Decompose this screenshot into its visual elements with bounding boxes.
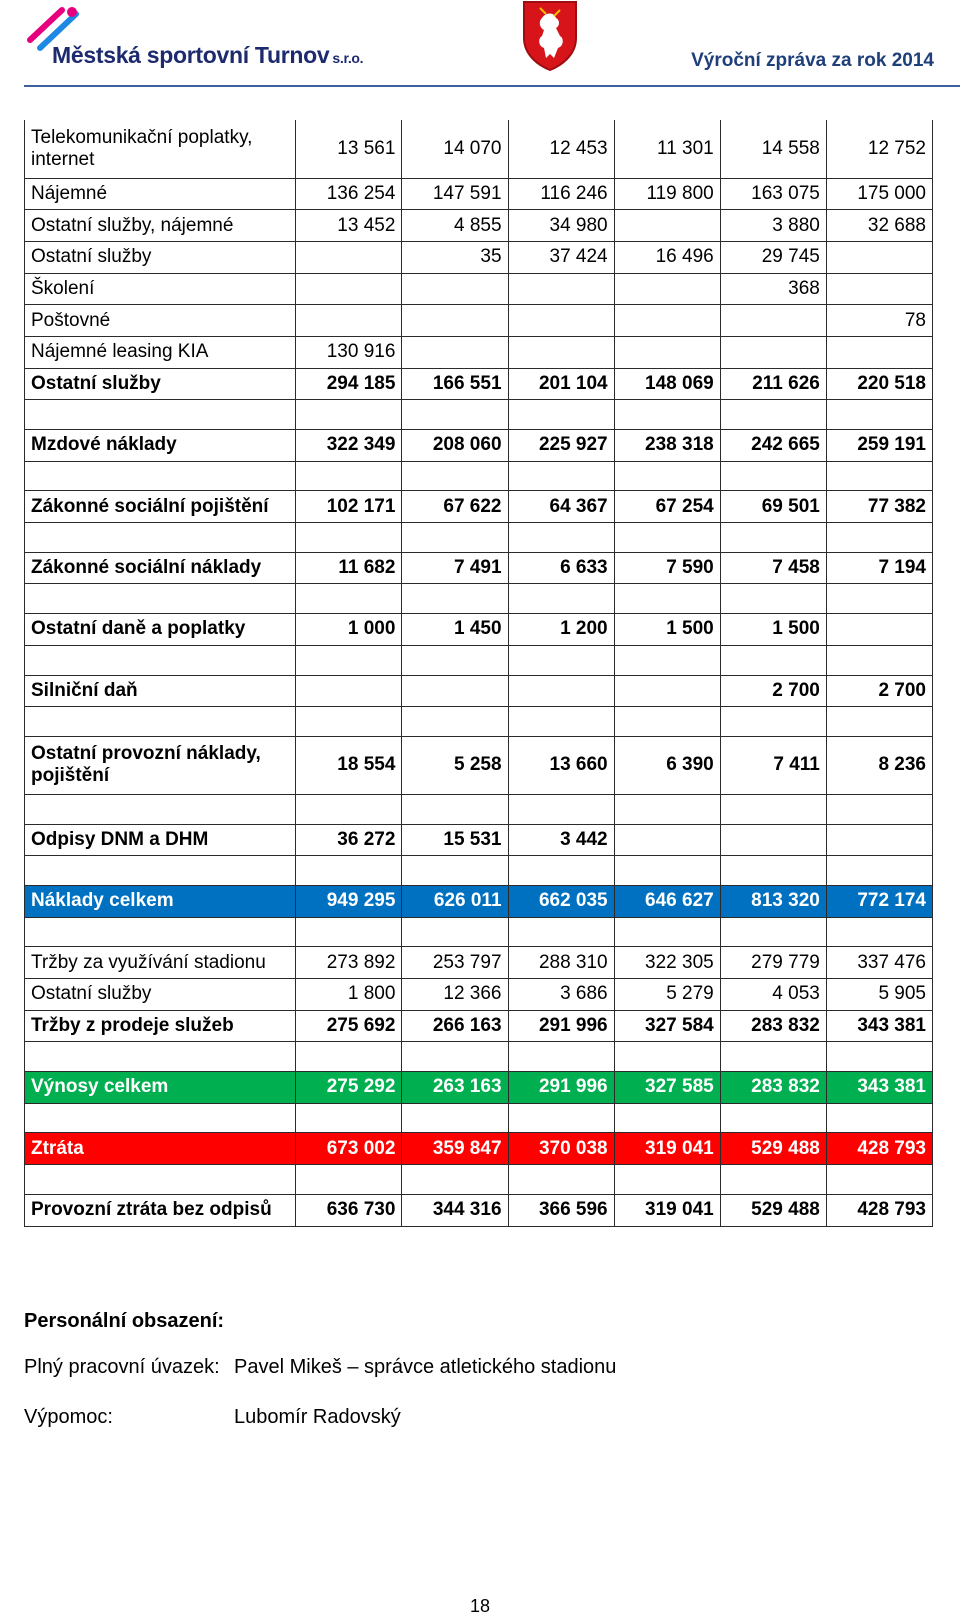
cell: 211 626 — [720, 368, 826, 400]
row-label: Náklady celkem — [25, 885, 296, 917]
cell — [720, 305, 826, 337]
cell: 238 318 — [614, 430, 720, 462]
cell: 1 800 — [296, 979, 402, 1011]
cell: 327 584 — [614, 1010, 720, 1042]
cell: 3 442 — [508, 824, 614, 856]
row-label: Nájemné — [25, 178, 296, 210]
cell — [614, 305, 720, 337]
cell: 636 730 — [296, 1194, 402, 1226]
cell: 283 832 — [720, 1010, 826, 1042]
cell — [826, 614, 932, 646]
cell: 64 367 — [508, 491, 614, 523]
cell: 7 491 — [402, 552, 508, 584]
cell: 337 476 — [826, 947, 932, 979]
cell: 291 996 — [508, 1010, 614, 1042]
cell: 275 292 — [296, 1072, 402, 1104]
cell: 5 905 — [826, 979, 932, 1011]
cell: 294 185 — [296, 368, 402, 400]
cell: 319 041 — [614, 1133, 720, 1165]
cell — [826, 824, 932, 856]
cell — [614, 675, 720, 707]
total-revenue-row — [25, 1072, 933, 1104]
cell: 529 488 — [720, 1194, 826, 1226]
table-row — [25, 178, 933, 210]
table-row — [25, 491, 933, 523]
cell: 322 305 — [614, 947, 720, 979]
cell: 1 450 — [402, 614, 508, 646]
table-row — [25, 430, 933, 462]
cell — [402, 305, 508, 337]
cell: 319 041 — [614, 1194, 720, 1226]
row-label: Nájemné leasing KIA — [25, 336, 296, 368]
cell: 29 745 — [720, 241, 826, 273]
cell: 7 590 — [614, 552, 720, 584]
cell: 343 381 — [826, 1010, 932, 1042]
cell: 275 692 — [296, 1010, 402, 1042]
cell: 3 686 — [508, 979, 614, 1011]
cell — [508, 305, 614, 337]
table-row — [25, 736, 933, 794]
cell: 288 310 — [508, 947, 614, 979]
cell: 175 000 — [826, 178, 932, 210]
row-label: Odpisy DNM a DHM — [25, 824, 296, 856]
cell: 813 320 — [720, 885, 826, 917]
cell — [508, 675, 614, 707]
cell: 130 916 — [296, 336, 402, 368]
cell: 772 174 — [826, 885, 932, 917]
cell: 259 191 — [826, 430, 932, 462]
cell: 253 797 — [402, 947, 508, 979]
cell: 4 053 — [720, 979, 826, 1011]
row-label: Provozní ztráta bez odpisů — [25, 1194, 296, 1226]
cell: 67 254 — [614, 491, 720, 523]
cell: 18 554 — [296, 736, 402, 794]
cell: 1 200 — [508, 614, 614, 646]
table-row — [25, 1010, 933, 1042]
cell: 283 832 — [720, 1072, 826, 1104]
cell: 147 591 — [402, 178, 508, 210]
row-label: Ostatní služby — [25, 979, 296, 1011]
cell — [508, 336, 614, 368]
table-row — [25, 305, 933, 337]
cell — [826, 336, 932, 368]
cell: 428 793 — [826, 1133, 932, 1165]
cell: 1 500 — [614, 614, 720, 646]
cell: 78 — [826, 305, 932, 337]
cell: 163 075 — [720, 178, 826, 210]
cell: 35 — [402, 241, 508, 273]
cell: 263 163 — [402, 1072, 508, 1104]
cell — [296, 273, 402, 305]
cell — [296, 675, 402, 707]
cell — [614, 824, 720, 856]
table-row — [25, 552, 933, 584]
cell: 2 700 — [826, 675, 932, 707]
header-divider — [24, 85, 960, 87]
row-label: Ostatní provozní náklady, pojištění — [25, 736, 296, 794]
cell: 11 301 — [614, 120, 720, 178]
cell: 69 501 — [720, 491, 826, 523]
row-label: Zákonné sociální náklady — [25, 552, 296, 584]
table-row — [25, 979, 933, 1011]
spacer-row — [25, 856, 933, 886]
cell: 428 793 — [826, 1194, 932, 1226]
cell: 370 038 — [508, 1133, 614, 1165]
row-label: Výnosy celkem — [25, 1072, 296, 1104]
cell: 291 996 — [508, 1072, 614, 1104]
cell: 344 316 — [402, 1194, 508, 1226]
spacer-row — [25, 1042, 933, 1072]
cell — [720, 824, 826, 856]
table-row — [25, 824, 933, 856]
operating-loss-row — [25, 1194, 933, 1226]
cell: 67 622 — [402, 491, 508, 523]
company-logo — [24, 4, 424, 70]
table-row — [25, 614, 933, 646]
cell: 366 596 — [508, 1194, 614, 1226]
cell — [402, 273, 508, 305]
cell: 15 531 — [402, 824, 508, 856]
cell: 102 171 — [296, 491, 402, 523]
cell: 279 779 — [720, 947, 826, 979]
cell: 7 194 — [826, 552, 932, 584]
spacer-row — [25, 523, 933, 553]
cell: 673 002 — [296, 1133, 402, 1165]
cell: 119 800 — [614, 178, 720, 210]
cell — [508, 273, 614, 305]
cell: 368 — [720, 273, 826, 305]
cell: 2 700 — [720, 675, 826, 707]
cell: 16 496 — [614, 241, 720, 273]
spacer-row — [25, 400, 933, 430]
spacer-row — [25, 917, 933, 947]
cell: 225 927 — [508, 430, 614, 462]
row-label: Ostatní služby, nájemné — [25, 210, 296, 242]
cell: 13 660 — [508, 736, 614, 794]
page-number: 18 — [469, 1596, 491, 1616]
row-label: Mzdové náklady — [25, 430, 296, 462]
spacer-row — [25, 461, 933, 491]
cell: 220 518 — [826, 368, 932, 400]
page-header — [24, 0, 960, 90]
cell — [296, 305, 402, 337]
cell — [402, 675, 508, 707]
cell: 359 847 — [402, 1133, 508, 1165]
cell — [296, 241, 402, 273]
row-label: Ostatní daně a poplatky — [25, 614, 296, 646]
cell: 14 558 — [720, 120, 826, 178]
row-label: Ostatní služby — [25, 241, 296, 273]
spacer-row — [25, 1165, 933, 1195]
spacer-row — [25, 645, 933, 675]
cell: 242 665 — [720, 430, 826, 462]
row-label: Telekomunikační poplatky, internet — [25, 120, 296, 178]
cell — [614, 210, 720, 242]
cell: 13 561 — [296, 120, 402, 178]
cell — [402, 336, 508, 368]
cell: 136 254 — [296, 178, 402, 210]
financial-table — [24, 120, 933, 1227]
spacer-row — [25, 794, 933, 824]
logo-name: Městská sportovní Turnov — [52, 42, 330, 68]
cell: 148 069 — [614, 368, 720, 400]
table-row — [25, 241, 933, 273]
cell: 1 000 — [296, 614, 402, 646]
cell: 13 452 — [296, 210, 402, 242]
cell: 36 272 — [296, 824, 402, 856]
cell: 11 682 — [296, 552, 402, 584]
row-label: Ostatní služby — [25, 368, 296, 400]
cell: 12 453 — [508, 120, 614, 178]
table-row — [25, 675, 933, 707]
cell: 7 458 — [720, 552, 826, 584]
spacer-row — [25, 707, 933, 737]
cell: 327 585 — [614, 1072, 720, 1104]
table-row — [25, 947, 933, 979]
row-label: Ztráta — [25, 1133, 296, 1165]
table-row — [25, 273, 933, 305]
row-label: Silniční daň — [25, 675, 296, 707]
cell: 949 295 — [296, 885, 402, 917]
cell: 662 035 — [508, 885, 614, 917]
cell: 626 011 — [402, 885, 508, 917]
cell: 5 279 — [614, 979, 720, 1011]
cell: 5 258 — [402, 736, 508, 794]
spacer-row — [25, 1103, 933, 1133]
cell — [614, 336, 720, 368]
row-label: Zákonné sociální pojištění — [25, 491, 296, 523]
row-label: Školení — [25, 273, 296, 305]
full-time-value: Pavel Mikeš – správce atletického stadionu — [234, 1356, 617, 1378]
logo-suffix: s.r.o. — [332, 50, 364, 66]
cell — [826, 241, 932, 273]
cell: 529 488 — [720, 1133, 826, 1165]
cell: 116 246 — [508, 178, 614, 210]
helper-label: Výpomoc: — [24, 1406, 113, 1428]
cell: 12 752 — [826, 120, 932, 178]
cell: 32 688 — [826, 210, 932, 242]
cell: 37 424 — [508, 241, 614, 273]
cell — [614, 273, 720, 305]
loss-row — [25, 1133, 933, 1165]
cell: 1 500 — [720, 614, 826, 646]
row-label: Tržby za využívání stadionu — [25, 947, 296, 979]
table-row — [25, 368, 933, 400]
helper-value: Lubomír Radovský — [234, 1406, 401, 1428]
cell: 266 163 — [402, 1010, 508, 1042]
cell: 322 349 — [296, 430, 402, 462]
table-row — [25, 336, 933, 368]
row-label: Poštovné — [25, 305, 296, 337]
report-title: Výroční zpráva za rok 2014 — [691, 50, 934, 71]
cell: 343 381 — [826, 1072, 932, 1104]
cell: 3 880 — [720, 210, 826, 242]
table-row — [25, 210, 933, 242]
total-costs-row — [25, 885, 933, 917]
cell: 166 551 — [402, 368, 508, 400]
row-label: Tržby z prodeje služeb — [25, 1010, 296, 1042]
cell: 34 980 — [508, 210, 614, 242]
logo-wordmark — [52, 42, 363, 69]
table-row — [25, 120, 933, 178]
staff-heading: Personální obsazení: — [24, 1310, 225, 1332]
cell: 6 633 — [508, 552, 614, 584]
turnov-coat-of-arms-icon — [520, 0, 580, 72]
cell: 6 390 — [614, 736, 720, 794]
cell: 12 366 — [402, 979, 508, 1011]
cell: 273 892 — [296, 947, 402, 979]
cell: 208 060 — [402, 430, 508, 462]
full-time-label: Plný pracovní úvazek: — [24, 1356, 220, 1378]
spacer-row — [25, 584, 933, 614]
cell: 14 070 — [402, 120, 508, 178]
cell — [720, 336, 826, 368]
cell: 646 627 — [614, 885, 720, 917]
cell: 8 236 — [826, 736, 932, 794]
cell: 4 855 — [402, 210, 508, 242]
cell: 201 104 — [508, 368, 614, 400]
cell: 77 382 — [826, 491, 932, 523]
cell: 7 411 — [720, 736, 826, 794]
cell — [826, 273, 932, 305]
